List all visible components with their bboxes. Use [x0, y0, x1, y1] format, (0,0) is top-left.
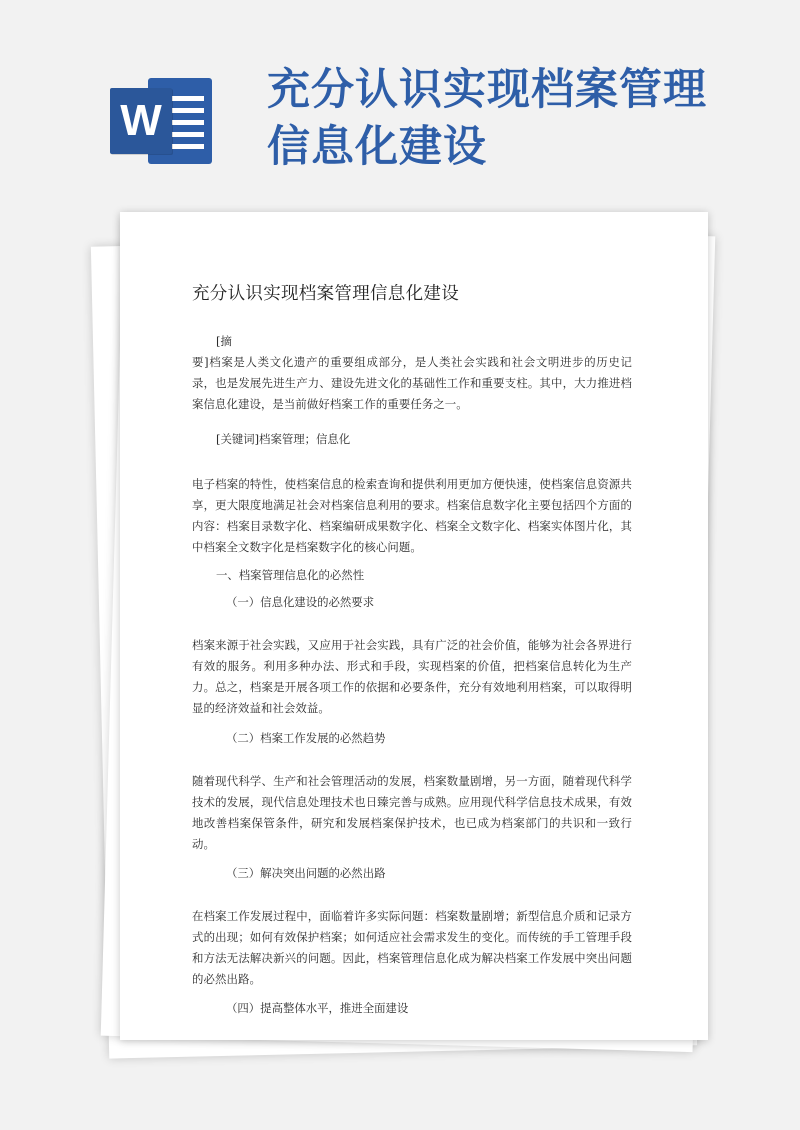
subsection-paragraph-1: 档案来源于社会实践，又应用于社会实践，具有广泛的社会价值，能够为社会各界进行有效的服务。利用多种办法、形式和手段，实现档案的价值，把档案信息转化为生产力。总之，档案是开展各项工作的依据和必要条件，充分有效地利用档案，可以取得明显的经济效益和社会效益。 — [192, 638, 632, 715]
subsection-heading-3: （三）解决突出问题的必然出路 — [226, 866, 386, 880]
subsection-heading-4: （四）提高整体水平，推进全面建设 — [226, 1001, 409, 1015]
subsection-heading-2: （二）档案工作发展的必然趋势 — [226, 731, 386, 745]
word-app-icon — [110, 78, 215, 164]
subsection-paragraph-2: 随着现代科学、生产和社会管理活动的发展，档案数量剧增，另一方面，随着现代科学技术的发展，现代信息处理技术也日臻完善与成熟。应用现代科学信息技术成果，有效地改善档案保管条件，研究和发展档案保护技术，也已成为档案部门的共识和一致行动。 — [192, 774, 632, 851]
word-w-logo-icon: W — [110, 88, 172, 154]
section-heading: 一、档案管理信息化的必然性 — [216, 568, 365, 582]
document-content — [192, 280, 632, 1019]
keywords: [关键词]档案管理；信息化 — [216, 432, 351, 446]
subsection-heading-1: （一）信息化建设的必然要求 — [226, 595, 375, 609]
abstract-text: 要]档案是人类文化遗产的重要组成部分，是人类社会实践和社会文明进步的历史记录，也是发展先进生产力、建设先进文化的基础性工作和重要支柱。其中，大力推进档案信息化建设，是当前做好档案工作的重要任务之一。 — [192, 355, 632, 411]
subsection-paragraph-3: 在档案工作发展过程中，面临着许多实际问题：档案数量剧增；新型信息介质和记录方式的出现；如何有效保护档案；如何适应社会需求发生的变化。而传统的手工管理手段和方法无法解决新兴的问题。因此，档案管理信息化成为解决档案工作发展中突出问题的必然出路。 — [192, 909, 632, 986]
intro-paragraph: 电子档案的特性，使档案信息的检索查询和提供利用更加方便快速，使档案信息资源共享，更大限度地满足社会对档案信息利用的要求。档案信息数字化主要包括四个方面的内容：档案目录数字化、档案编研成果数字化、档案全文数字化、档案实体图片化，其中档案全文数字化是档案数字化的核心问题。 — [192, 477, 632, 554]
header-title: 充分认识实现档案管理信息化建设 — [267, 65, 707, 172]
abstract-label: [摘 — [216, 334, 232, 348]
document-title: 充分认识实现档案管理信息化建设 — [192, 284, 459, 304]
